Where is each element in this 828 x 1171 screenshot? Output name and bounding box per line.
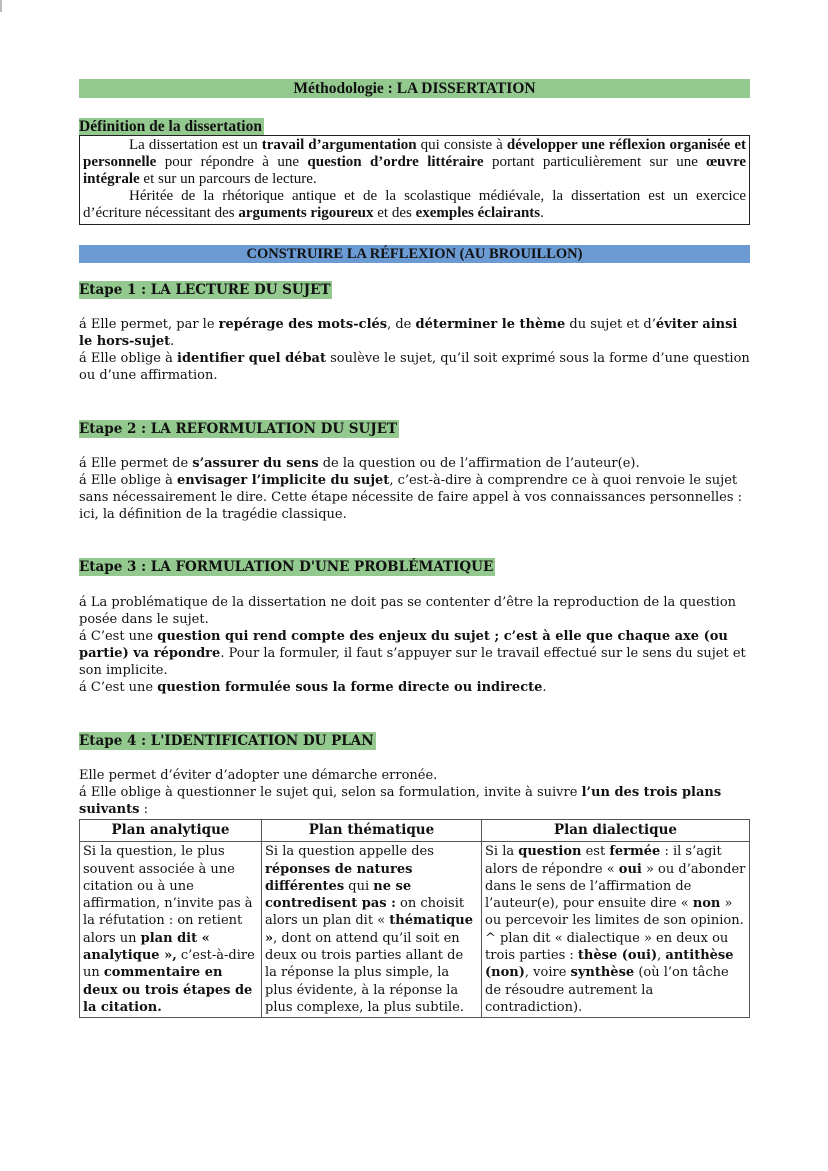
text-run: du sujet et d’ [565, 317, 656, 332]
step-paragraph [79, 767, 750, 784]
text-run: est [581, 844, 610, 860]
text-run: Si la question appelle des [265, 844, 434, 860]
bold-text-run: œuvre intégrale [83, 154, 746, 187]
text-run: on choisit alors un plan dit « [265, 896, 465, 929]
step-4-heading: Etape 4 : L'IDENTIFICATION DU PLAN [79, 733, 374, 749]
bold-text-run: non [692, 896, 721, 912]
step-paragraph [79, 316, 750, 350]
text-run: qui consiste à [416, 137, 507, 153]
bold-text-run: identifier quel débat [177, 351, 326, 366]
bold-text-run: question formulée sous la forme directe ou indirecte [157, 680, 543, 695]
text-run: á Elle oblige à [79, 473, 178, 488]
bold-text-run: l’un des trois plans suivants [79, 785, 722, 817]
bold-text-run: question [518, 844, 582, 860]
step-paragraph [79, 472, 750, 523]
step-1-text [79, 316, 750, 384]
bold-text-run: éviter ainsi le hors-sujet [79, 317, 738, 349]
step-paragraph [79, 628, 750, 679]
text-run: » ou d’abonder dans le sens de l’affirmation de l’auteur(e), pour ensuite dire « [485, 861, 746, 912]
text-run: . [540, 205, 544, 221]
cell-plan-thematique [262, 842, 482, 1018]
definition-heading: Définition de la dissertation [79, 118, 262, 135]
bold-text-run: question qui rend compte des enjeux du sujet ; c’est à elle que chaque axe (ou partie) va répondre [79, 629, 728, 661]
step-3-heading: Etape 3 : LA FORMULATION D'UNE PROBLÉMATIQUE [79, 559, 494, 575]
text-run: : [139, 802, 148, 817]
text-run: » ou percevoir les limites de son opinion. ^ plan dit « dialectique » en deux ou trois parties : [485, 896, 744, 964]
text-run: , de [387, 317, 416, 332]
bold-text-run: repérage des mots-clés [218, 317, 388, 332]
text-run: á Elle oblige à questionner le sujet qui, selon sa formulation, invite à suivre [79, 785, 582, 800]
text-run: La dissertation est un [129, 137, 262, 153]
text-run: Si la question, le plus souvent associée à une citation ou à une affirmation, n’invite pas à la réfutation : on retient alors un [83, 844, 253, 946]
text-run: pour répondre à une [156, 154, 308, 170]
bold-text-run: oui [618, 861, 642, 877]
bold-text-run: fermée [609, 844, 661, 860]
text-run: Si la [485, 844, 519, 860]
bold-text-run: s’assurer du sens [192, 456, 319, 471]
text-run: , c’est-à-dire à comprendre ce à quoi renvoie le sujet sans nécessairement le dire. Cette étape nécessite de faire appel à vos connaissances personnelles : ici, la définition de la tragédie classique. [79, 473, 743, 522]
bold-text-run: travail d’argumentation [261, 137, 417, 153]
step-2-text [79, 455, 750, 523]
definition-box [79, 135, 750, 225]
text-run: : il s’agit alors de répondre « [485, 844, 722, 877]
cell-plan-analytique [80, 842, 262, 1018]
text-run: á C’est une [79, 629, 158, 644]
bold-text-run: arguments rigoureux [238, 205, 374, 221]
bold-text-run: commentaire en deux ou trois étapes de la citation. [83, 965, 253, 1015]
bold-text-run: ne se contredisent pas : [265, 878, 412, 912]
step-paragraph [79, 594, 750, 628]
text-run: , [657, 948, 666, 964]
text-run: , voire [524, 965, 571, 981]
text-run: á Elle permet de [79, 456, 193, 471]
page-title: Méthodologie : LA DISSERTATION [79, 79, 750, 98]
text-run: á C’est une [79, 680, 158, 695]
step-4-text [79, 767, 750, 818]
text-run: . Pour la formuler, il faut s’appuyer sur le travail effectué sur le sens du sujet et son implicite. [79, 646, 746, 678]
bold-text-run: déterminer le thème [415, 317, 566, 332]
text-run: Héritée de la rhétorique antique et de la scolastique médiévale, la dissertation est un exercice d’écriture nécessitant des [83, 188, 746, 221]
step-paragraph [79, 784, 750, 818]
step-3-text [79, 594, 750, 696]
text-run: á La problématique de la dissertation ne doit pas se contenter d’être la reproduction de la question posée dans le sujet. [79, 595, 737, 627]
step-paragraph [79, 350, 750, 384]
bold-text-run: question d’ordre littéraire [307, 154, 484, 170]
bold-text-run: synthèse [570, 965, 635, 981]
text-run: soulève le sujet, qu’il soit exprimé sous la forme d’une question ou d’une affirmation. [79, 351, 750, 383]
step-paragraph [79, 455, 750, 472]
bold-text-run: réponses de natures différentes [265, 861, 413, 894]
section-heading: CONSTRUIRE LA RÉFLEXION (AU BROUILLON) [79, 245, 750, 263]
table-row [80, 842, 750, 1018]
text-run: c’est-à-dire un [83, 948, 255, 981]
bold-text-run: thèse (oui) [577, 948, 658, 964]
step-1-heading: Etape 1 : LA LECTURE DU SUJET [79, 282, 331, 298]
table-header-row [80, 820, 750, 842]
page-edge-mark [0, 0, 2, 12]
text-run: , dont on attend qu’il soit en deux ou trois parties allant de la réponse la plus simple, la plus évidente, à la réponse la plus complexe, la plus subtile. [265, 930, 464, 1015]
text-run: portant particulièrement sur une [483, 154, 707, 170]
text-run: et des [373, 205, 416, 221]
text-run: (où l’on tâche de résoudre autrement la contradiction). [485, 965, 729, 1015]
step-2-heading: Etape 2 : LA REFORMULATION DU SUJET [79, 421, 398, 437]
text-run: . [542, 680, 547, 695]
bold-text-run: développer une réflexion organisée et personnelle [83, 137, 747, 170]
text-run: á Elle permet, par le [79, 317, 219, 332]
step-paragraph [79, 679, 750, 696]
text-run: et sur un parcours de lecture. [139, 171, 317, 187]
text-run: Elle permet d’éviter d’adopter une démarche erronée. [79, 768, 438, 783]
header-plan-thematique: Plan thématique [262, 820, 482, 842]
plans-table [79, 819, 750, 1018]
header-plan-dialectique: Plan dialectique [482, 820, 750, 842]
definition-paragraph [83, 137, 746, 188]
header-plan-analytique: Plan analytique [80, 820, 262, 842]
definition-paragraph [83, 188, 746, 222]
text-run: de la question ou de l’affirmation de l’auteur(e). [318, 456, 640, 471]
text-run: á Elle oblige à [79, 351, 178, 366]
cell-plan-dialectique [482, 842, 750, 1018]
bold-text-run: antithèse (non) [485, 948, 734, 981]
bold-text-run: envisager l’implicite du sujet [177, 473, 390, 488]
bold-text-run: plan dit « analytique », [83, 930, 210, 964]
bold-text-run: exemples éclairants [415, 205, 541, 221]
text-run: . [170, 334, 175, 349]
text-run: qui [344, 878, 374, 894]
bold-text-run: thématique » [265, 913, 473, 946]
